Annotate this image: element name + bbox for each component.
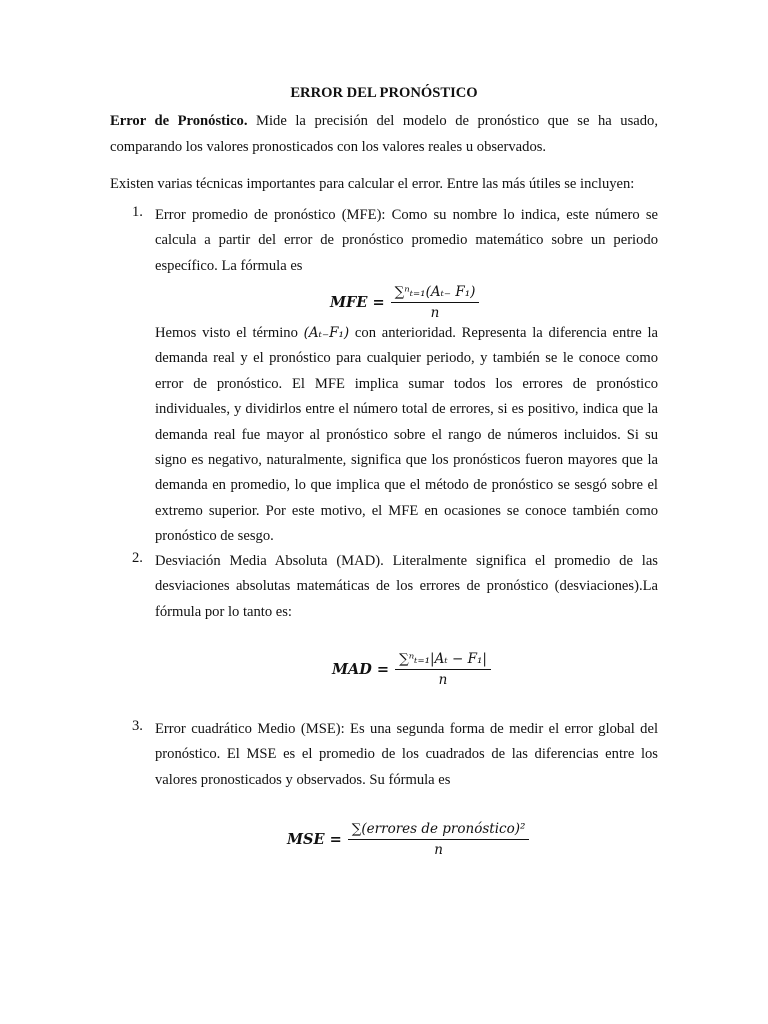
intro-text: Mide la precisión del modelo de pronóstico que se ha usado, comparando los valores pronosticados con los valores reales u observados. xyxy=(110,113,658,155)
explanation-lead: Hemos visto el término xyxy=(155,325,304,341)
techniques-paragraph: Existen varias técnicas importantes para calcular el error. Entre las más útiles se incluyen: xyxy=(110,176,635,192)
document-title: ERROR DEL PRONÓSTICO xyxy=(290,85,478,101)
list-number: 2. xyxy=(132,550,143,566)
mse-formula xyxy=(287,821,529,858)
inline-term: (Aₜ₋F₁) xyxy=(303,325,350,341)
intro-bold-term: Error de Pronóstico. xyxy=(110,113,248,129)
intro-paragraph xyxy=(110,109,658,160)
formula-numerator: ∑ⁿₜ₌₁|Aₜ − F₁| xyxy=(395,651,491,670)
formula-denominator: n xyxy=(438,672,448,688)
formula-numerator: ∑ⁿₜ₌₁(Aₜ₋ F₁) xyxy=(391,284,480,303)
formula-denominator: n xyxy=(434,842,443,858)
formula-denominator: n xyxy=(430,305,440,321)
formula-fraction xyxy=(395,651,491,688)
mfe-explanation-text xyxy=(155,321,658,550)
formula-lhs: MAD = xyxy=(332,661,390,678)
list-number: 3. xyxy=(132,718,143,734)
mad-formula xyxy=(332,651,491,688)
formula-lhs: MFE = xyxy=(330,294,385,311)
formula-numerator: ∑(errores de pronóstico)² xyxy=(348,821,530,840)
explanation-rest: con anterioridad. Representa la diferencia entre la demanda real y el pronóstico para cualquier periodo, y también se le conoce como error de pronóstico. El MFE implica sumar todos los errores de pronóstico individuales, y dividirlos entre el número total de errores, si es positivo, indica que la demanda real fue mayor al pronóstico sobre el rango de números incluidos. Si su signo es negativo, naturalmente, significa que los pronósticos fueron mayores que la demanda en promedio, lo que implica que el método de pronóstico se sesgó sobre el extremo superior. Por este motivo, el MFE en ocasiones se conoce también como pronóstico de sesgo. xyxy=(155,325,659,545)
mfe-description: Error promedio de pronóstico (MFE): Como su nombre lo indica, este número se calcula a partir del error de pronóstico promedio matemático sobre un periodo específico. La fórmula es xyxy=(155,207,658,274)
formula-lhs: MSE = xyxy=(287,831,342,848)
formula-fraction xyxy=(348,821,530,858)
formula-fraction xyxy=(391,284,480,321)
mfe-formula xyxy=(330,284,479,321)
mad-description: Desviación Media Absoluta (MAD). Literalmente significa el promedio de las desviaciones absolutas matemáticas de los errores de pronóstico (desviaciones).La fórmula por lo tanto es: xyxy=(155,553,658,620)
list-number: 1. xyxy=(132,204,143,220)
mse-description: Error cuadrático Medio (MSE): Es una segunda forma de medir el error global del pronóstico. El MSE es el promedio de los cuadrados de las diferencias entre los valores pronosticados y observados. Su fórmula es xyxy=(155,721,658,788)
